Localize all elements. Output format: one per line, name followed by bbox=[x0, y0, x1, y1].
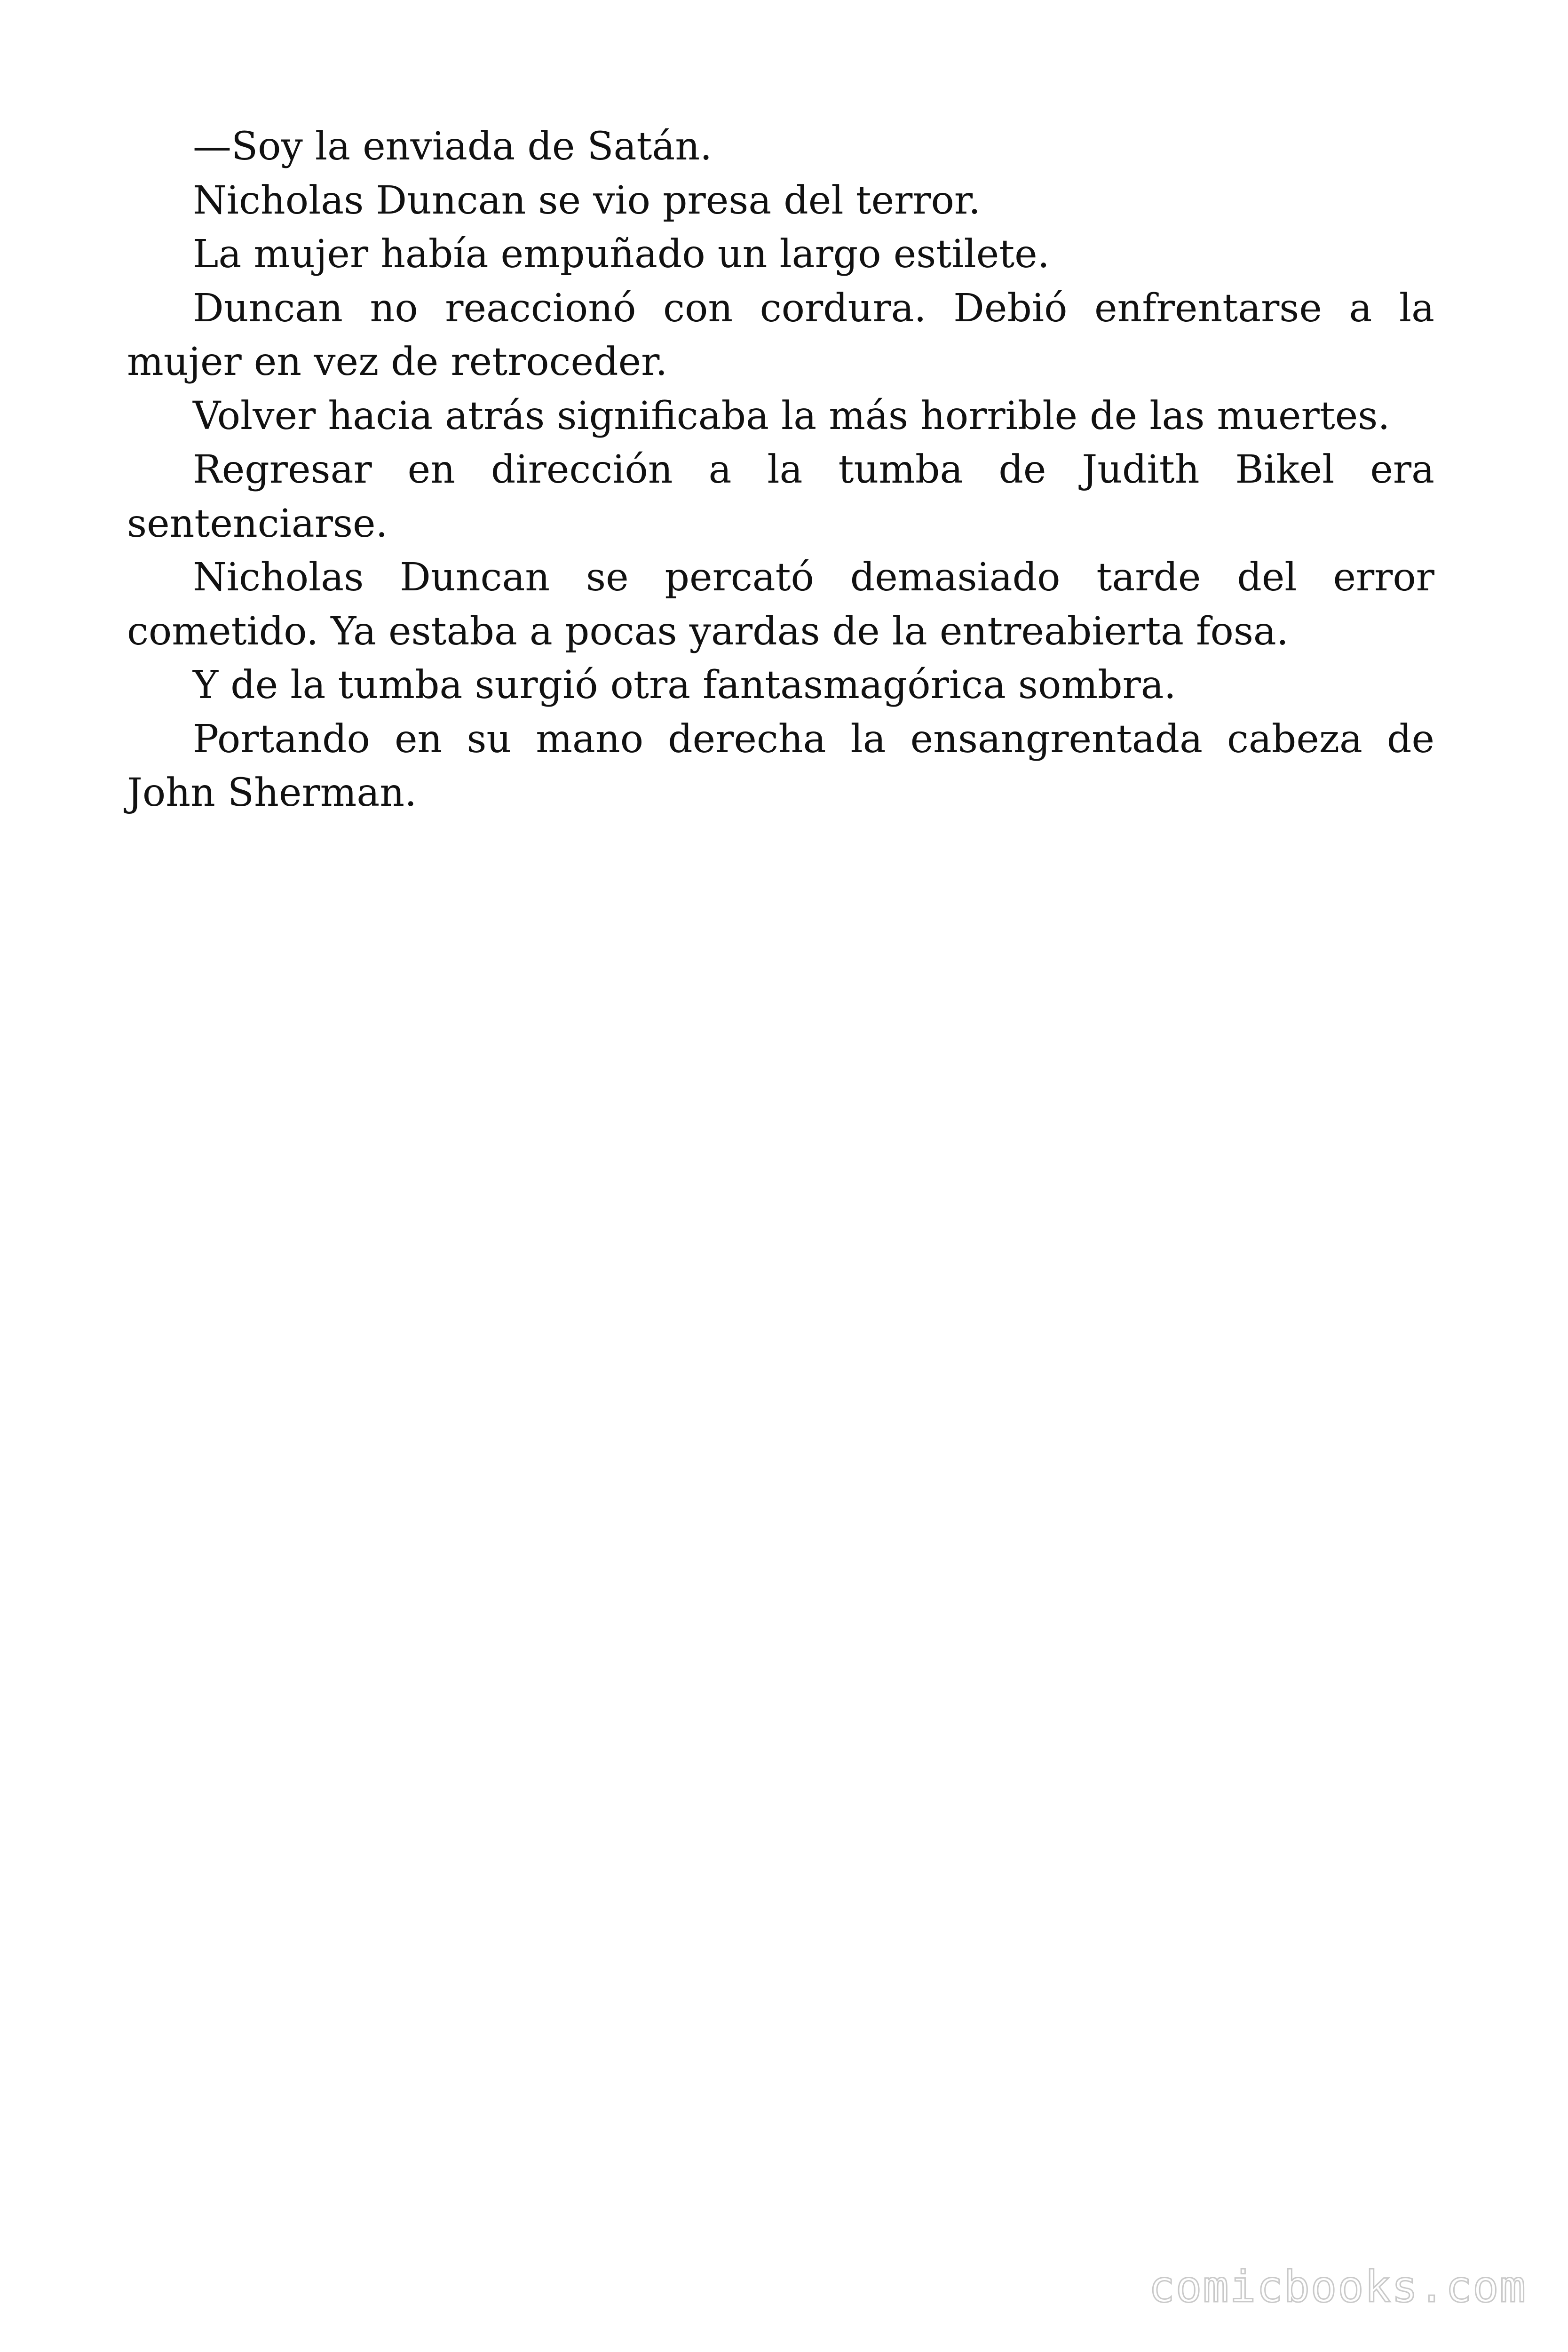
paragraph: Portando en su mano derecha la ensangrentada cabeza de John Sherman. bbox=[127, 716, 1434, 815]
watermark: comicbooks.com bbox=[1148, 2262, 1527, 2312]
paragraph: Volver hacia atrás significaba la más horrible de las muertes. bbox=[193, 393, 1390, 438]
paragraph: Nicholas Duncan se vio presa del terror. bbox=[193, 178, 981, 223]
paragraph: Regresar en dirección a la tumba de Judith Bikel era sentenciarse. bbox=[127, 447, 1434, 546]
paragraph: —Soy la enviada de Satán. bbox=[193, 124, 713, 169]
paragraph: Nicholas Duncan se percató demasiado tarde del error cometido. Ya estaba a pocas yardas de la entreabierta fosa. bbox=[127, 555, 1434, 654]
paragraph: Y de la tumba surgió otra fantasmagórica sombra. bbox=[193, 663, 1176, 707]
paragraph: La mujer había empuñado un largo estilete. bbox=[193, 232, 1050, 277]
paragraph: Duncan no reaccionó con cordura. Debió enfrentarse a la mujer en vez de retroceder. bbox=[127, 286, 1434, 384]
page-text bbox=[127, 120, 1434, 820]
